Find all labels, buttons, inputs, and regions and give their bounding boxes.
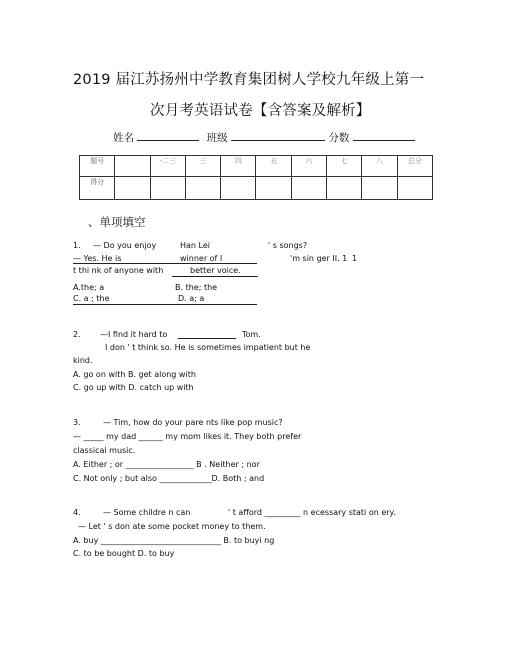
score-table-score-row xyxy=(80,177,433,200)
score-cell xyxy=(397,177,432,200)
doc-title-line1: 2019 届江苏扬州中学教育集团树人学校九年级上第一 xyxy=(73,72,425,88)
q1-line2-part4: 1 xyxy=(352,254,358,263)
name-label: 姓名 xyxy=(113,132,134,144)
table-row-label: 得分 xyxy=(80,177,115,200)
table-header-cell: 六 xyxy=(291,156,326,177)
name-field xyxy=(113,130,415,145)
score-cell xyxy=(256,177,291,200)
q1-line1-part2: Han Lei xyxy=(180,241,210,250)
name-blank xyxy=(137,139,199,141)
score-cell xyxy=(115,177,150,200)
q4-line1-part2: ' t afford _________ n ecessary stati on ery. xyxy=(228,508,396,517)
score-label: 分数 xyxy=(328,132,350,144)
q3-line1: — Tim, how do your pare nts like pop music? xyxy=(103,418,283,427)
q2-line1-part2: Tom. xyxy=(242,330,261,339)
q1-option-a: A.the; a xyxy=(73,283,105,292)
score-table-header-row xyxy=(80,156,433,177)
q3-number: 3. xyxy=(73,418,81,427)
score-cell xyxy=(327,177,362,200)
q1-line1-part1: — Do you enjoy xyxy=(93,241,157,250)
score-blank xyxy=(353,139,415,141)
q1-line2-part2: winner of I xyxy=(180,254,223,263)
q1-blank-line xyxy=(172,276,258,277)
table-header-cell xyxy=(115,156,150,177)
q1-line3-part2: better voice. xyxy=(190,266,241,275)
score-cell xyxy=(362,177,397,200)
table-header-cell: 总分 xyxy=(397,156,432,177)
class-blank xyxy=(231,139,325,141)
q3-line2: — _____ my dad ______ my mom likes it. They both prefer xyxy=(73,432,302,441)
q2-line1-part1: —I find it hard to xyxy=(100,330,168,339)
q1-option-c: C. a ; the xyxy=(73,294,110,303)
table-header-cell: -二三 xyxy=(150,156,185,177)
q2-blank xyxy=(178,338,236,339)
q4-line1-part1: — Some childre n can xyxy=(103,508,191,517)
q1-line3-part1: t thi nk of anyone with xyxy=(73,266,164,275)
table-header-cell: 八 xyxy=(362,156,397,177)
q3-options-cd: C. Not only ; but also _____________D. Both ; and xyxy=(73,474,265,483)
score-table xyxy=(79,155,433,200)
q1-option-d: D. a; a xyxy=(178,294,205,303)
table-header-cell: 三 xyxy=(185,156,220,177)
q1-line2-part1: — Yes. He is xyxy=(73,254,122,263)
q2-number: 2. xyxy=(73,330,81,339)
q1-number: 1. xyxy=(73,241,81,250)
q2-line3: kind. xyxy=(73,356,93,365)
q4-line2: — Let ' s don ate some pocket money to them. xyxy=(78,522,266,531)
q4-options-ab: A. buy ______________________________ B. to buyi ng xyxy=(73,536,275,545)
table-header-cell: 五 xyxy=(256,156,291,177)
score-cell xyxy=(150,177,185,200)
score-cell xyxy=(185,177,220,200)
q1-line2-part3: 'm sin ger II. 1 xyxy=(290,254,348,263)
doc-title-line2: 次月考英语试卷【含答案及解析】 xyxy=(150,103,371,119)
q3-options-ab: A. Either ; or _________________ B . Neither ; nor xyxy=(73,460,260,469)
table-header-cell: 四 xyxy=(221,156,256,177)
q2-line2: I don ' t think so. He is sometimes impatient but he xyxy=(105,343,311,352)
score-cell xyxy=(291,177,326,200)
q4-number: 4. xyxy=(73,508,81,517)
q1-underline xyxy=(73,263,257,264)
q2-options-ab: A. go on with B. get along with xyxy=(73,370,196,379)
q1-bottom-rule xyxy=(73,304,257,305)
q2-options-cd: C. go up with D. catch up with xyxy=(73,383,194,392)
table-header-cell: 七 xyxy=(327,156,362,177)
q1-line1-part3: ' s songs? xyxy=(268,241,308,250)
score-cell xyxy=(221,177,256,200)
q3-line3: classical music. xyxy=(73,446,136,455)
section-title: 、单项填空 xyxy=(88,215,146,229)
class-label: 班级 xyxy=(206,132,228,144)
q1-option-b: B. the; the xyxy=(175,283,218,292)
table-header-cell: 题号 xyxy=(80,156,115,177)
q4-options-cd: C. to be bought D. to buy xyxy=(73,549,175,558)
